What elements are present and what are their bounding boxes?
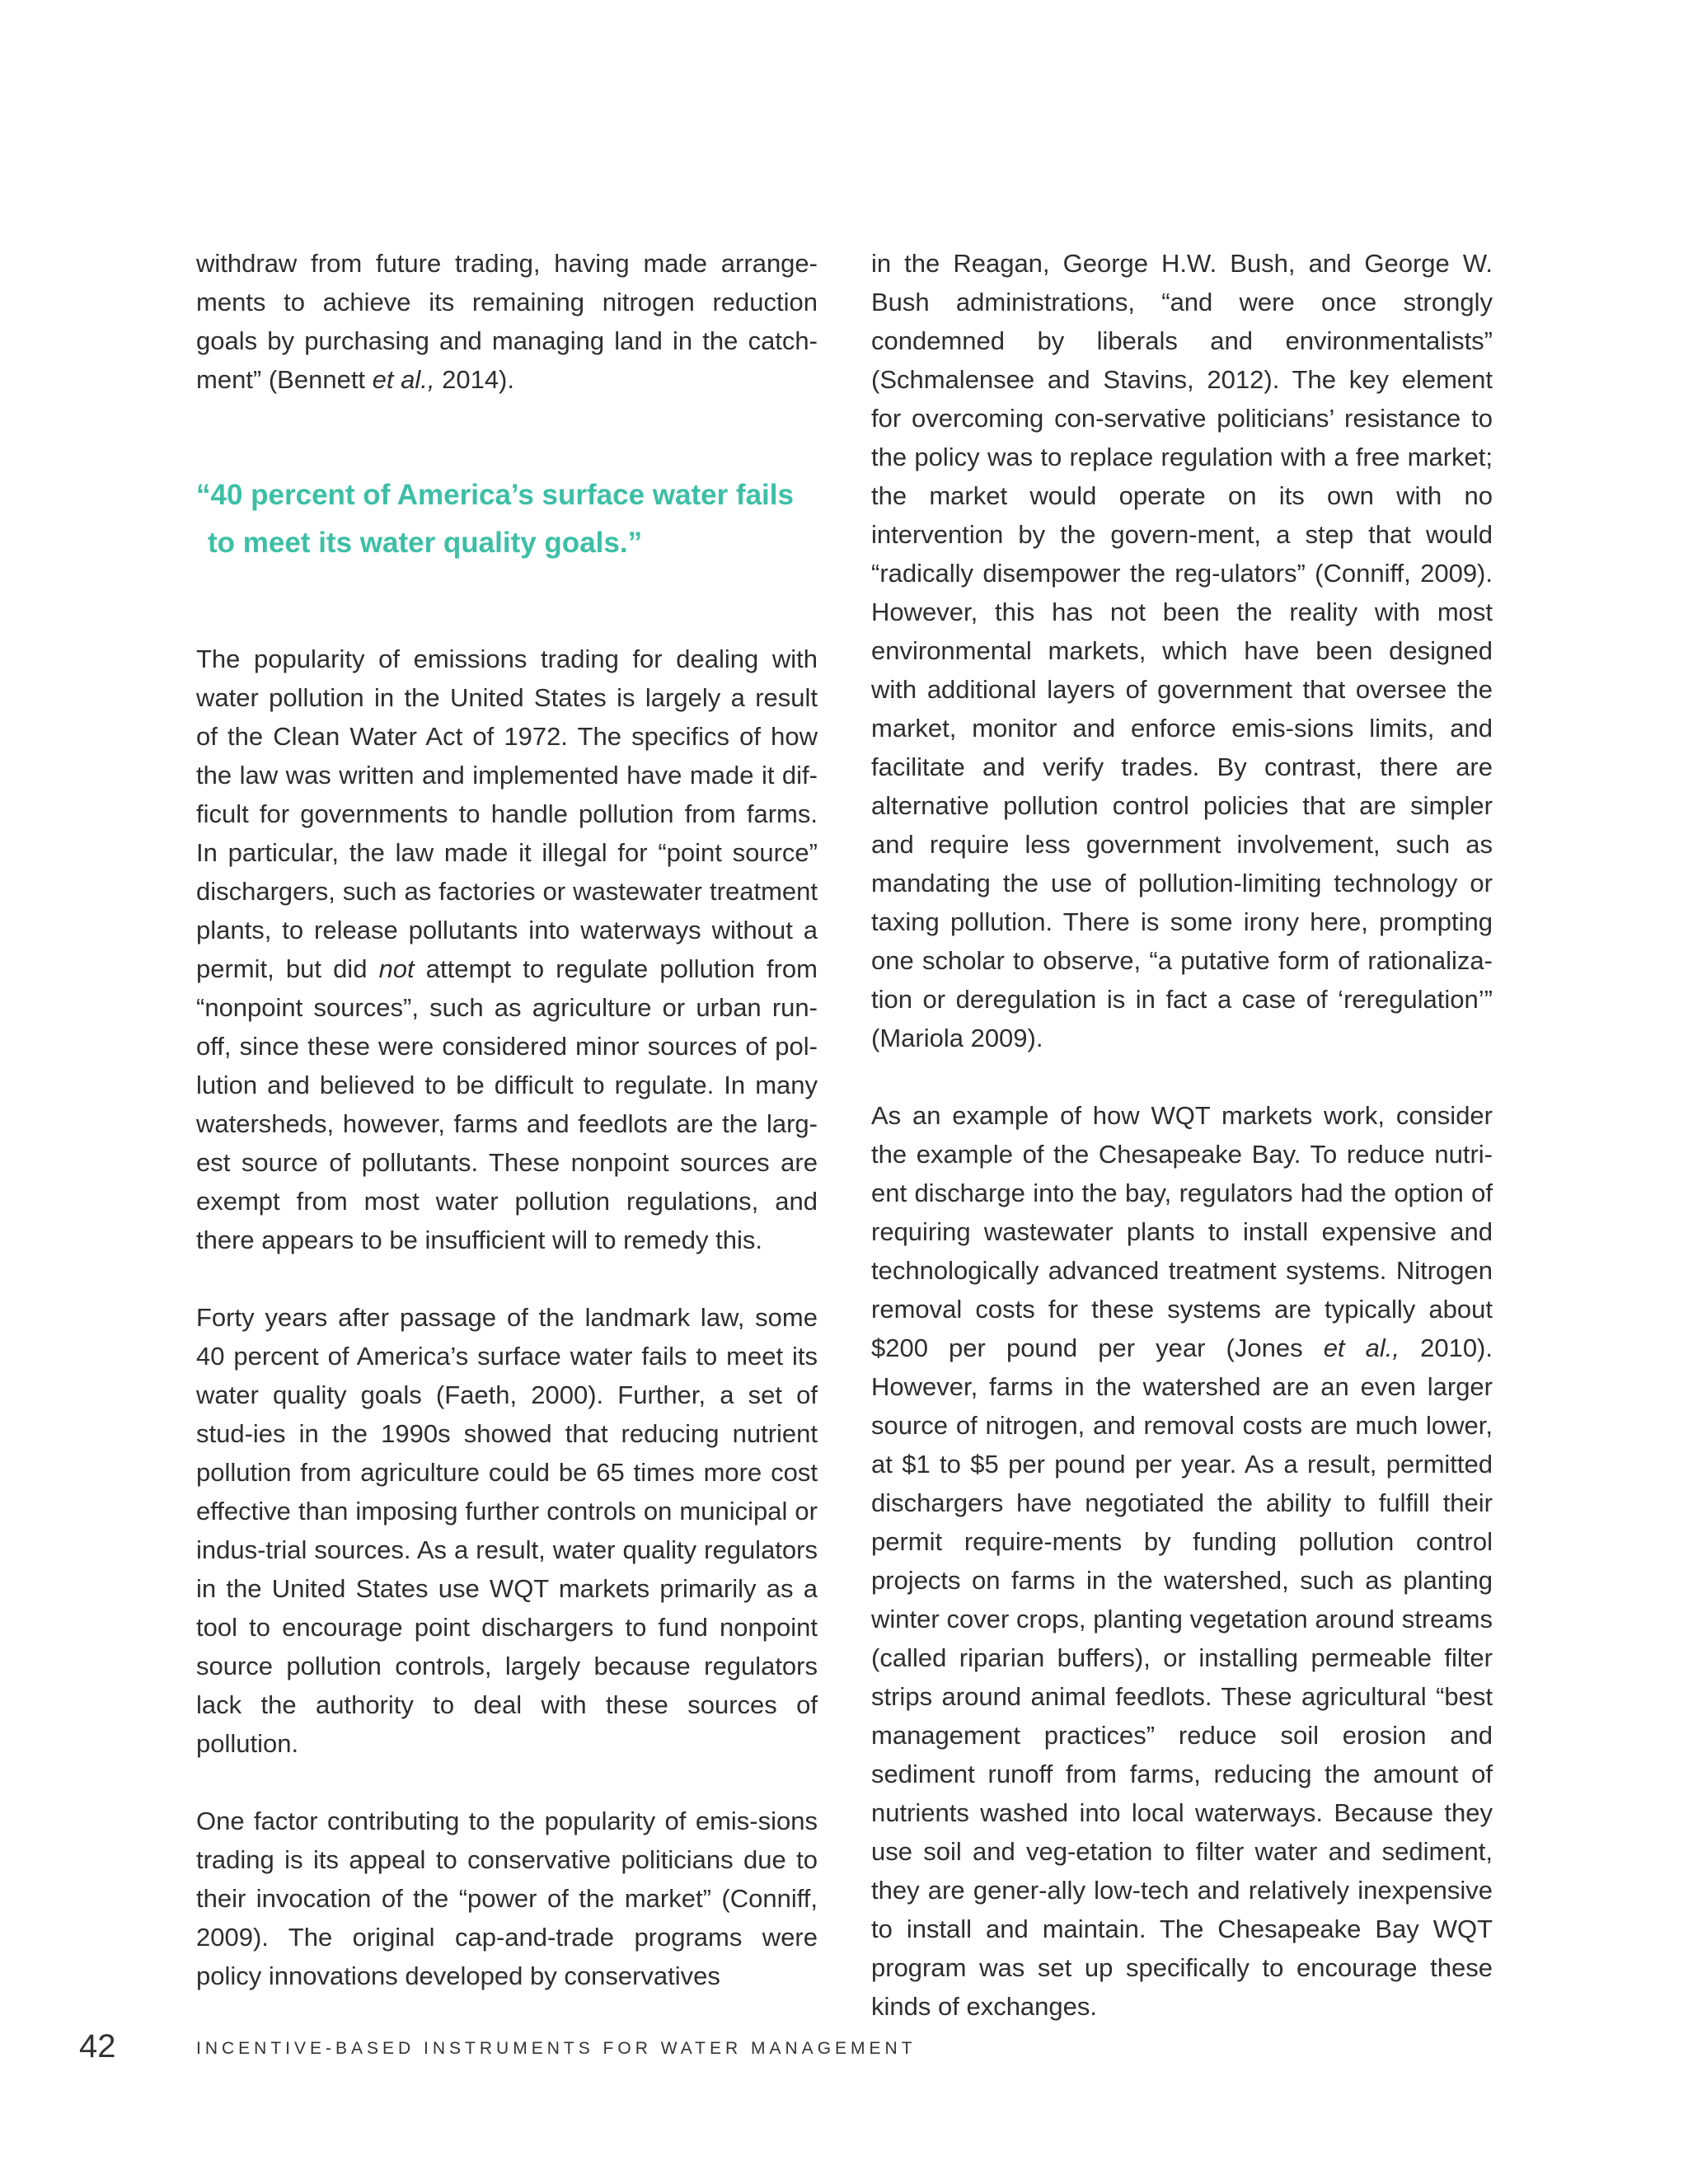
page-number: 42 bbox=[79, 2028, 116, 2064]
pull-quote-line-1: “40 percent of America’s surface water fails bbox=[196, 479, 794, 511]
paragraph-text: 2010). However, farms in the watershed are an even larger source of nitrogen, and removal costs are much lower, at $1 to $5 per pound per year. As a result, permitted dischargers have negotiated the ability to fulfill their permit require-ments by funding pollution control projects on farms in the watershed, such as planting winter cover crops, planting vegetation around streams (called riparian buffers), or installing permeable filter strips around animal feedlots. These agricultural “best management practices” reduce soil erosion and sediment runoff from farms, reducing the amount of nutrients washed into local waterways. Because they use soil and veg-etation to filter water and sediment, they are gener-ally low-tech and relatively inexpensive to install and maintain. The Chesapeake Bay WQT program was set up specifically to encourage these kinds of exchanges. bbox=[871, 1333, 1493, 2021]
italic-citation: et al., bbox=[1323, 1333, 1400, 1362]
paragraph-one-factor: One factor contributing to the popularity of emis-sions trading is its appeal to conservative politicians due to their invocation of the “power of the market” (Conniff, 2009). The original cap-and-trade programs were policy innovations developed by conservatives bbox=[196, 1807, 818, 1990]
paragraph-text: 2014). bbox=[434, 365, 514, 394]
paragraph-reagan: in the Reagan, George H.W. Bush, and George W. Bush administrations, “and were once strongly condemned by liberals and environmentalists” (Schmalensee and Stavins, 2012). The key element for overcoming con-servative politicians’ resistance to the policy was to replace regulation with a free market; the market would operate on its own with no intervention by the govern-ment, a step that would “radically disempower the reg-ulators” (Conniff, 2009). However, this has not been the reality with most environmental markets, which have been designed with additional layers of government that oversee the market, monitor and enforce emis-sions limits, and facilitate and verify trades. By contrast, there are alternative pollution control policies that are simpler and require less government involvement, such as mandating the use of pollution-limiting technology or taxing pollution. There is some irony here, prompting one scholar to observe, “a putative form of rationaliza-tion or deregulation is in fact a case of ‘reregulation’” (Mariola 2009). bbox=[871, 249, 1493, 1052]
paragraph-text: withdraw from future trading, having made arrange-ments to achieve its remaining nitrogen reduction goals by purchasing and managing land in the catch-ment” (Bennett bbox=[196, 249, 818, 394]
paragraph-text: The popularity of emissions trading for dealing with water pollution in the United States is largely a result of the Clean Water Act of 1972. The specifics of how the law was written and implemented have made it dif-ficult for governments to handle pollution from farms. In particular, the law made it illegal for “point source” dischargers, such as factories or wastewater treatment plants, to release pollutants into waterways without a permit, but did bbox=[196, 644, 818, 983]
running-footer-title: INCENTIVE-BASED INSTRUMENTS FOR WATER MANAGEMENT bbox=[196, 2039, 917, 2058]
right-column bbox=[871, 244, 1493, 2026]
paragraph-forty-years: Forty years after passage of the landmark law, some 40 percent of America’s surface water fails to meet its water quality goals (Faeth, 2000). Further, a set of stud-ies in the 1990s showed that reducing nutrient pollution from agriculture could be 65 times more cost effective than imposing further controls on municipal or indus-trial sources. As a result, water quality regulators in the United States use WQT markets primarily as a tool to encourage point dischargers to fund nonpoint source pollution controls, largely because regulators lack the authority to deal with these sources of pollution. bbox=[196, 1303, 818, 1758]
paragraph-chesapeake-example bbox=[871, 1096, 1493, 2026]
paragraph-intro bbox=[196, 244, 818, 399]
italic-emphasis: not bbox=[378, 954, 415, 983]
paragraph-text: As an example of how WQT markets work, consider the example of the Chesapeake Bay. To reduce nutri-ent discharge into the bay, regulators had the option of requiring wastewater plants to install expensive and technologically advanced treatment systems. Nitrogen removal costs for these systems are typically about $200 per pound per year (Jones bbox=[871, 1101, 1493, 1362]
pull-quote-line-2: to meet its water quality goals.” bbox=[208, 527, 643, 559]
italic-citation: et al., bbox=[372, 365, 435, 394]
paragraph-popularity bbox=[196, 640, 818, 1259]
pull-quote bbox=[196, 471, 818, 567]
left-column bbox=[196, 244, 818, 1995]
paragraph-text: attempt to regulate pollution from “nonpoint sources”, such as agriculture or urban run-off, since these were considered minor sources of pol-lution and believed to be difficult to regulate. In many watersheds, however, farms and feedlots are the larg-est source of pollutants. These nonpoint sources are exempt from most water pollution regulations, and there appears to be insufficient will to remedy this. bbox=[196, 954, 818, 1254]
